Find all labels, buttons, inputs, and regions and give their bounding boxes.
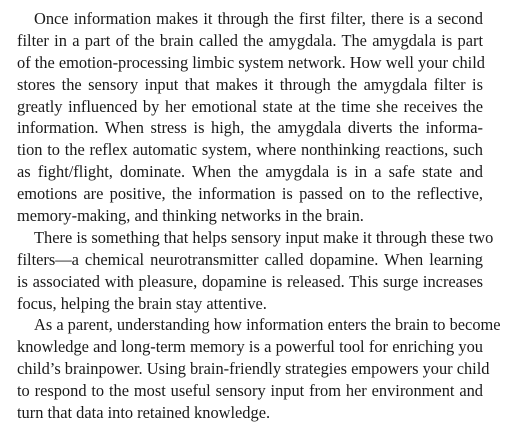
text-line: of the emotion-processing limbic system network. How well your child: [17, 52, 485, 72]
text-line: focus, helping the brain stay attentive.: [17, 293, 267, 313]
text-line: There is something that helps sensory input make it through these two: [34, 227, 494, 247]
text-line: to respond to the most useful sensory input from her environment and: [17, 381, 483, 401]
text-line: filter in a part of the brain called the amygdala. The amygdala is part: [17, 30, 483, 50]
paragraph-dopamine: [17, 227, 494, 315]
text-line: Once information makes it through the first filter, there is a second: [34, 9, 483, 28]
text-line: child’s brainpower. Using brain-friendly strategies empowers your child: [17, 359, 490, 379]
text-line: tion to the reflex automatic system, where nonthinking reactions, such: [17, 140, 483, 160]
text-line: memory-making, and thinking networks in the brain.: [17, 206, 364, 226]
text-line: is associated with pleasure, dopamine is released. This surge increases: [17, 271, 483, 291]
text-line: knowledge and long-term memory is a powerful tool for enriching you: [17, 337, 483, 357]
text-line: greatly influenced by her emotional state at the time she receives the: [17, 96, 483, 116]
text-line: filters—a chemical neurotransmitter called dopamine. When learning: [17, 249, 483, 269]
text-line: emotions are positive, the information is passed on to the reflective,: [17, 184, 483, 204]
text-line: information. When stress is high, the amygdala diverts the informa-: [17, 118, 483, 138]
text-line: turn that data into retained knowledge.: [17, 403, 271, 423]
paragraph-amygdala: [17, 8, 483, 227]
text-line: stores the sensory input that makes it through the amygdala filter is: [17, 74, 483, 94]
paragraph-parent: [17, 314, 501, 423]
text-line: As a parent, understanding how information enters the brain to become: [34, 315, 501, 335]
text-line: as fight/flight, dominate. When the amygdala is in a safe state and: [17, 162, 483, 182]
document-page: [17, 8, 501, 424]
